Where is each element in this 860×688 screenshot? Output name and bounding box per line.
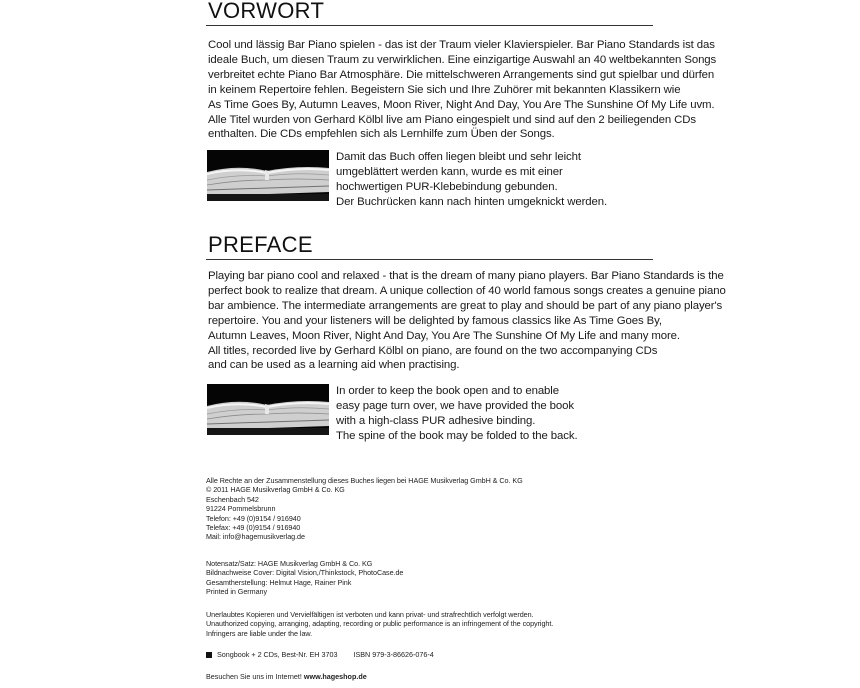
imprint-line: Bildnachweise Cover: Digital Vision,/Thinkstock, PhotoCase.de [206, 568, 404, 578]
text-line: As Time Goes By, Autumn Leaves, Moon River, Night And Day, You Are The Sunshine Of My Life uvm. [208, 98, 715, 111]
square-bullet-icon [206, 652, 212, 658]
imprint-line: Telefax: +49 (0)9154 / 916940 [206, 523, 301, 533]
imprint-line: Unauthorized copying, arranging, adapting, recording or public performance is an infringement of the copyright. [206, 619, 554, 629]
vorwort-paragraph [208, 38, 716, 142]
text-line: bar ambience. The intermediate arrangements are great to play and should be part of any piano player's [208, 299, 723, 312]
text-line: verbreitet echte Piano Bar Atmosphäre. Die mittelschweren Arrangements sind gut spielbar und dürfen [208, 68, 715, 81]
text-line: enthalten. Die CDs empfehlen sich als Lernhilfe zum Üben der Songs. [208, 128, 555, 141]
isbn-text: ISBN 979-3-86626-076-4 [353, 650, 434, 659]
preface-paragraph [208, 269, 726, 373]
imprint-line: 91224 Pommelsbrunn [206, 504, 276, 514]
edition-text: Songbook + 2 CDs, Best-Nr. EH 3703 [217, 650, 338, 659]
text-line: ideale Buch, um diesen Traum zu verwirklichen. Eine einzigartige Auswahl an 40 weltbekannten Songs [208, 53, 717, 66]
text-line: All titles, recorded live by Gerhard Kölbl on piano, are found on the two accompanying CDs [208, 344, 658, 357]
text-line: Der Buchrücken kann nach hinten umgeknickt werden. [336, 195, 608, 208]
text-line: umgeblättert werden kann, wurde es mit einer [336, 165, 563, 178]
imprint-rights [206, 476, 523, 542]
text-line: Alle Titel wurden von Gerhard Kölbl live am Piano eingespielt und sind auf den 2 beiliegenden CDs [208, 113, 696, 126]
text-line: repertoire. You and your listeners will be delighted by famous classics like As Time Goes By, [208, 314, 662, 327]
imprint-line: Telefon: +49 (0)9154 / 916940 [206, 513, 301, 523]
text-line: Cool und lässig Bar Piano spielen - das ist der Traum vieler Klavierspieler. Bar Piano Standards ist das [208, 39, 715, 51]
imprint-line: Unerlaubtes Kopieren und Vervielfältigen ist verboten und kann privat- und strafrechtlich verfolgt werden. [206, 610, 534, 619]
visit-line [206, 672, 367, 681]
preface-binding-note [336, 384, 578, 444]
preface-divider [206, 259, 653, 260]
text-line: in keinem Repertoire fehlen. Begeistern Sie sich und Ihre Zuhörer mit bekannten Klassikern wie [208, 83, 681, 96]
imprint-line: Gesamtherstellung: Helmut Hage, Rainer Pink [206, 577, 352, 587]
imprint-line: © 2011 HAGE Musikverlag GmbH & Co. KG [206, 485, 345, 495]
text-line: Playing bar piano cool and relaxed - that is the dream of many piano players. Bar Piano Standards is the [208, 270, 724, 282]
text-line: perfect book to realize that dream. A unique collection of 40 world famous songs creates a genuine piano [208, 284, 726, 297]
shop-url-link[interactable]: www.hageshop.de [303, 672, 367, 681]
vorwort-binding-note [336, 150, 607, 210]
text-line: Autumn Leaves, Moon River, Night And Day, You Are The Sunshine Of My Life and many more. [208, 329, 680, 342]
imprint-line: Infringers are liable under the law. [206, 628, 313, 638]
imprint-line: Printed in Germany [206, 587, 268, 597]
imprint-line: Eschenbach 542 [206, 494, 259, 504]
imprint-production [206, 559, 403, 597]
preface-heading: PREFACE [208, 232, 313, 257]
text-line: and can be used as a learning aid when practising. [208, 359, 460, 372]
text-line: In order to keep the book open and to enable [336, 385, 559, 397]
text-line: Damit das Buch offen liegen bleibt und sehr leicht [336, 151, 581, 163]
open-book-illustration [207, 384, 329, 435]
open-book-illustration [207, 150, 329, 201]
open-book-photo [207, 150, 329, 201]
open-book-photo [207, 384, 329, 435]
imprint-line: Alle Rechte an der Zusammenstellung dieses Buches liegen bei HAGE Musikverlag GmbH & Co. KG [206, 476, 523, 485]
vorwort-heading: VORWORT [208, 0, 325, 23]
text-line: with a high-class PUR adhesive binding. [336, 414, 536, 427]
imprint-line: Mail: info@hagemusikverlag.de [206, 532, 305, 542]
imprint-line: Notensatz/Satz: HAGE Musikverlag GmbH & Co. KG [206, 559, 373, 568]
imprint-copyright [206, 610, 553, 638]
product-info [206, 650, 434, 659]
text-line: The spine of the book may be folded to the back. [336, 429, 578, 442]
text-line: easy page turn over, we have provided the book [336, 399, 574, 412]
vorwort-divider [206, 25, 653, 26]
visit-text: Besuchen Sie uns im Internet! [206, 672, 302, 681]
text-line: hochwertigen PUR-Klebebindung gebunden. [336, 180, 558, 193]
